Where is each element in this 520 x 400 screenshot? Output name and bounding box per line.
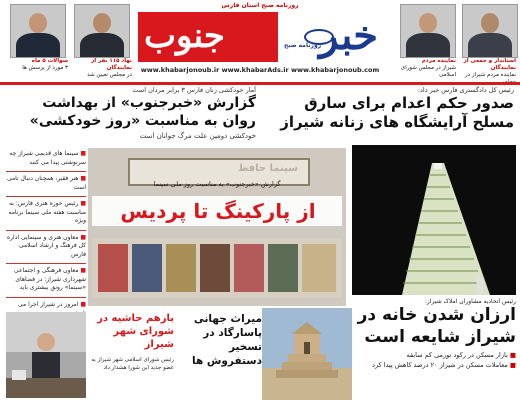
cinema-photo [88,148,346,306]
main-headline-block [264,86,514,132]
portrait-photo-1 [462,4,518,58]
housing-subheads: ■ بازار مسکن در رکود تورمی کم سابقه ■ معاملات مسکن در شیراز ۲۰ درصد کاهش پیدا کرد [372,351,516,369]
second-kicker: آمار خودکشی زنان فارس ۳ برابر مردان است [132,86,256,94]
tomb-illustration [262,308,352,400]
housing-kicker: رئیس اتحادیه مشاوران املاک شیراز: [424,298,516,305]
pasargadae-photo [262,308,352,400]
money-stairs-illustration [372,163,502,295]
masthead-rule [0,82,520,85]
portrait-photo-4 [10,4,66,58]
portrait-caption-2: نماینده مردم شیراز در مجلس شورای اسلامی [400,58,456,78]
council-meeting-illustration [6,312,86,398]
list-item: ■ امروز در شیراز اجرا می [17,300,86,308]
main-kicker: رئیس کل دادگستری فارس خبر داد: [417,86,514,94]
masthead [0,0,520,82]
portrait-photo-2 [400,4,456,58]
list-item: ■ هنر فقیر، همچنان دنبال نامی است [6,175,86,191]
portrait-photo-3 [74,4,130,58]
logo-word-jonoub: جنوب [144,16,225,56]
main-headline: صدور حکم اعدام برای سارق مسلح آرایشگاه های زنانه شیراز [280,94,514,131]
cinema-headline: از پارکینگ تا پردیس [120,199,316,223]
logo-red-block [138,12,278,62]
list-item: ■ سینما های قدیمی شیراز چه سرنوشتی پیدا می کنند [9,150,86,166]
cinema-sign: سینما حافظ [128,158,310,186]
list-item: ■ معاون فرهنگی و اجتماعی شهرداری شیراز: در فضاهای «سینما» رونق بیشتری باید [14,267,86,291]
portrait-caption-4: سوالات ۵ ماه ۳ مورد از پرسش ها [22,58,68,71]
council-photo [6,312,86,398]
logo-blue-block [278,12,382,62]
list-item: ■ رئیس حوزه هنری فارس: به مناسبت هفته ملی سینما برنامه ویژه [8,200,86,224]
masthead-top-line: روزنامه صبح استان فارس [221,2,299,9]
list-item: ■ معاون هنری و سینمایی اداره کل فرهنگ و ارشاد اسلامی فارس [7,233,86,258]
second-headline-block [8,86,256,140]
housing-headline: ارزان شدن خانه در شیراز شایعه است [357,305,516,347]
cinema-kicker: گزارش «خبرجنوب» به مناسبت روز ملی سینما [153,180,281,188]
logo-tag: روزنامه صبح [284,42,322,49]
housing-illustration [352,145,516,295]
second-sub: خودکشی دومین علت مرگ جوانان است [139,132,256,140]
left-news-list [6,150,86,322]
masthead-urls: www.khabarjonoub.ir www.khabarAds.ir www.khabarjonoub.com [140,66,380,74]
pasargadae-headline: میراث جهانی پاسارگاد در تسخیر دستفروش ها [192,313,262,367]
portrait-caption-1: استاندار و جمعی از نمایندگان نماینده مردم شیراز در [463,58,516,78]
cinema-posters [92,238,342,298]
second-headline: گزارش «خبرجنوب» از بهداشت روان به مناسبت «روز خودکشی» [29,95,256,129]
logo-word-khabar: خبر [319,12,378,59]
council-text: رئیس شورای اسلامی شهر شیراز به عضو جدید این شورا هشدار داد [91,357,174,371]
logo [138,12,382,62]
portrait-caption-3: نهاد ۱۱۵ نفر از نمایندگان در مجلس تعیین شد [87,58,132,78]
council-headline: بازهم حاشیه در شورای شهر شیراز [97,313,174,350]
